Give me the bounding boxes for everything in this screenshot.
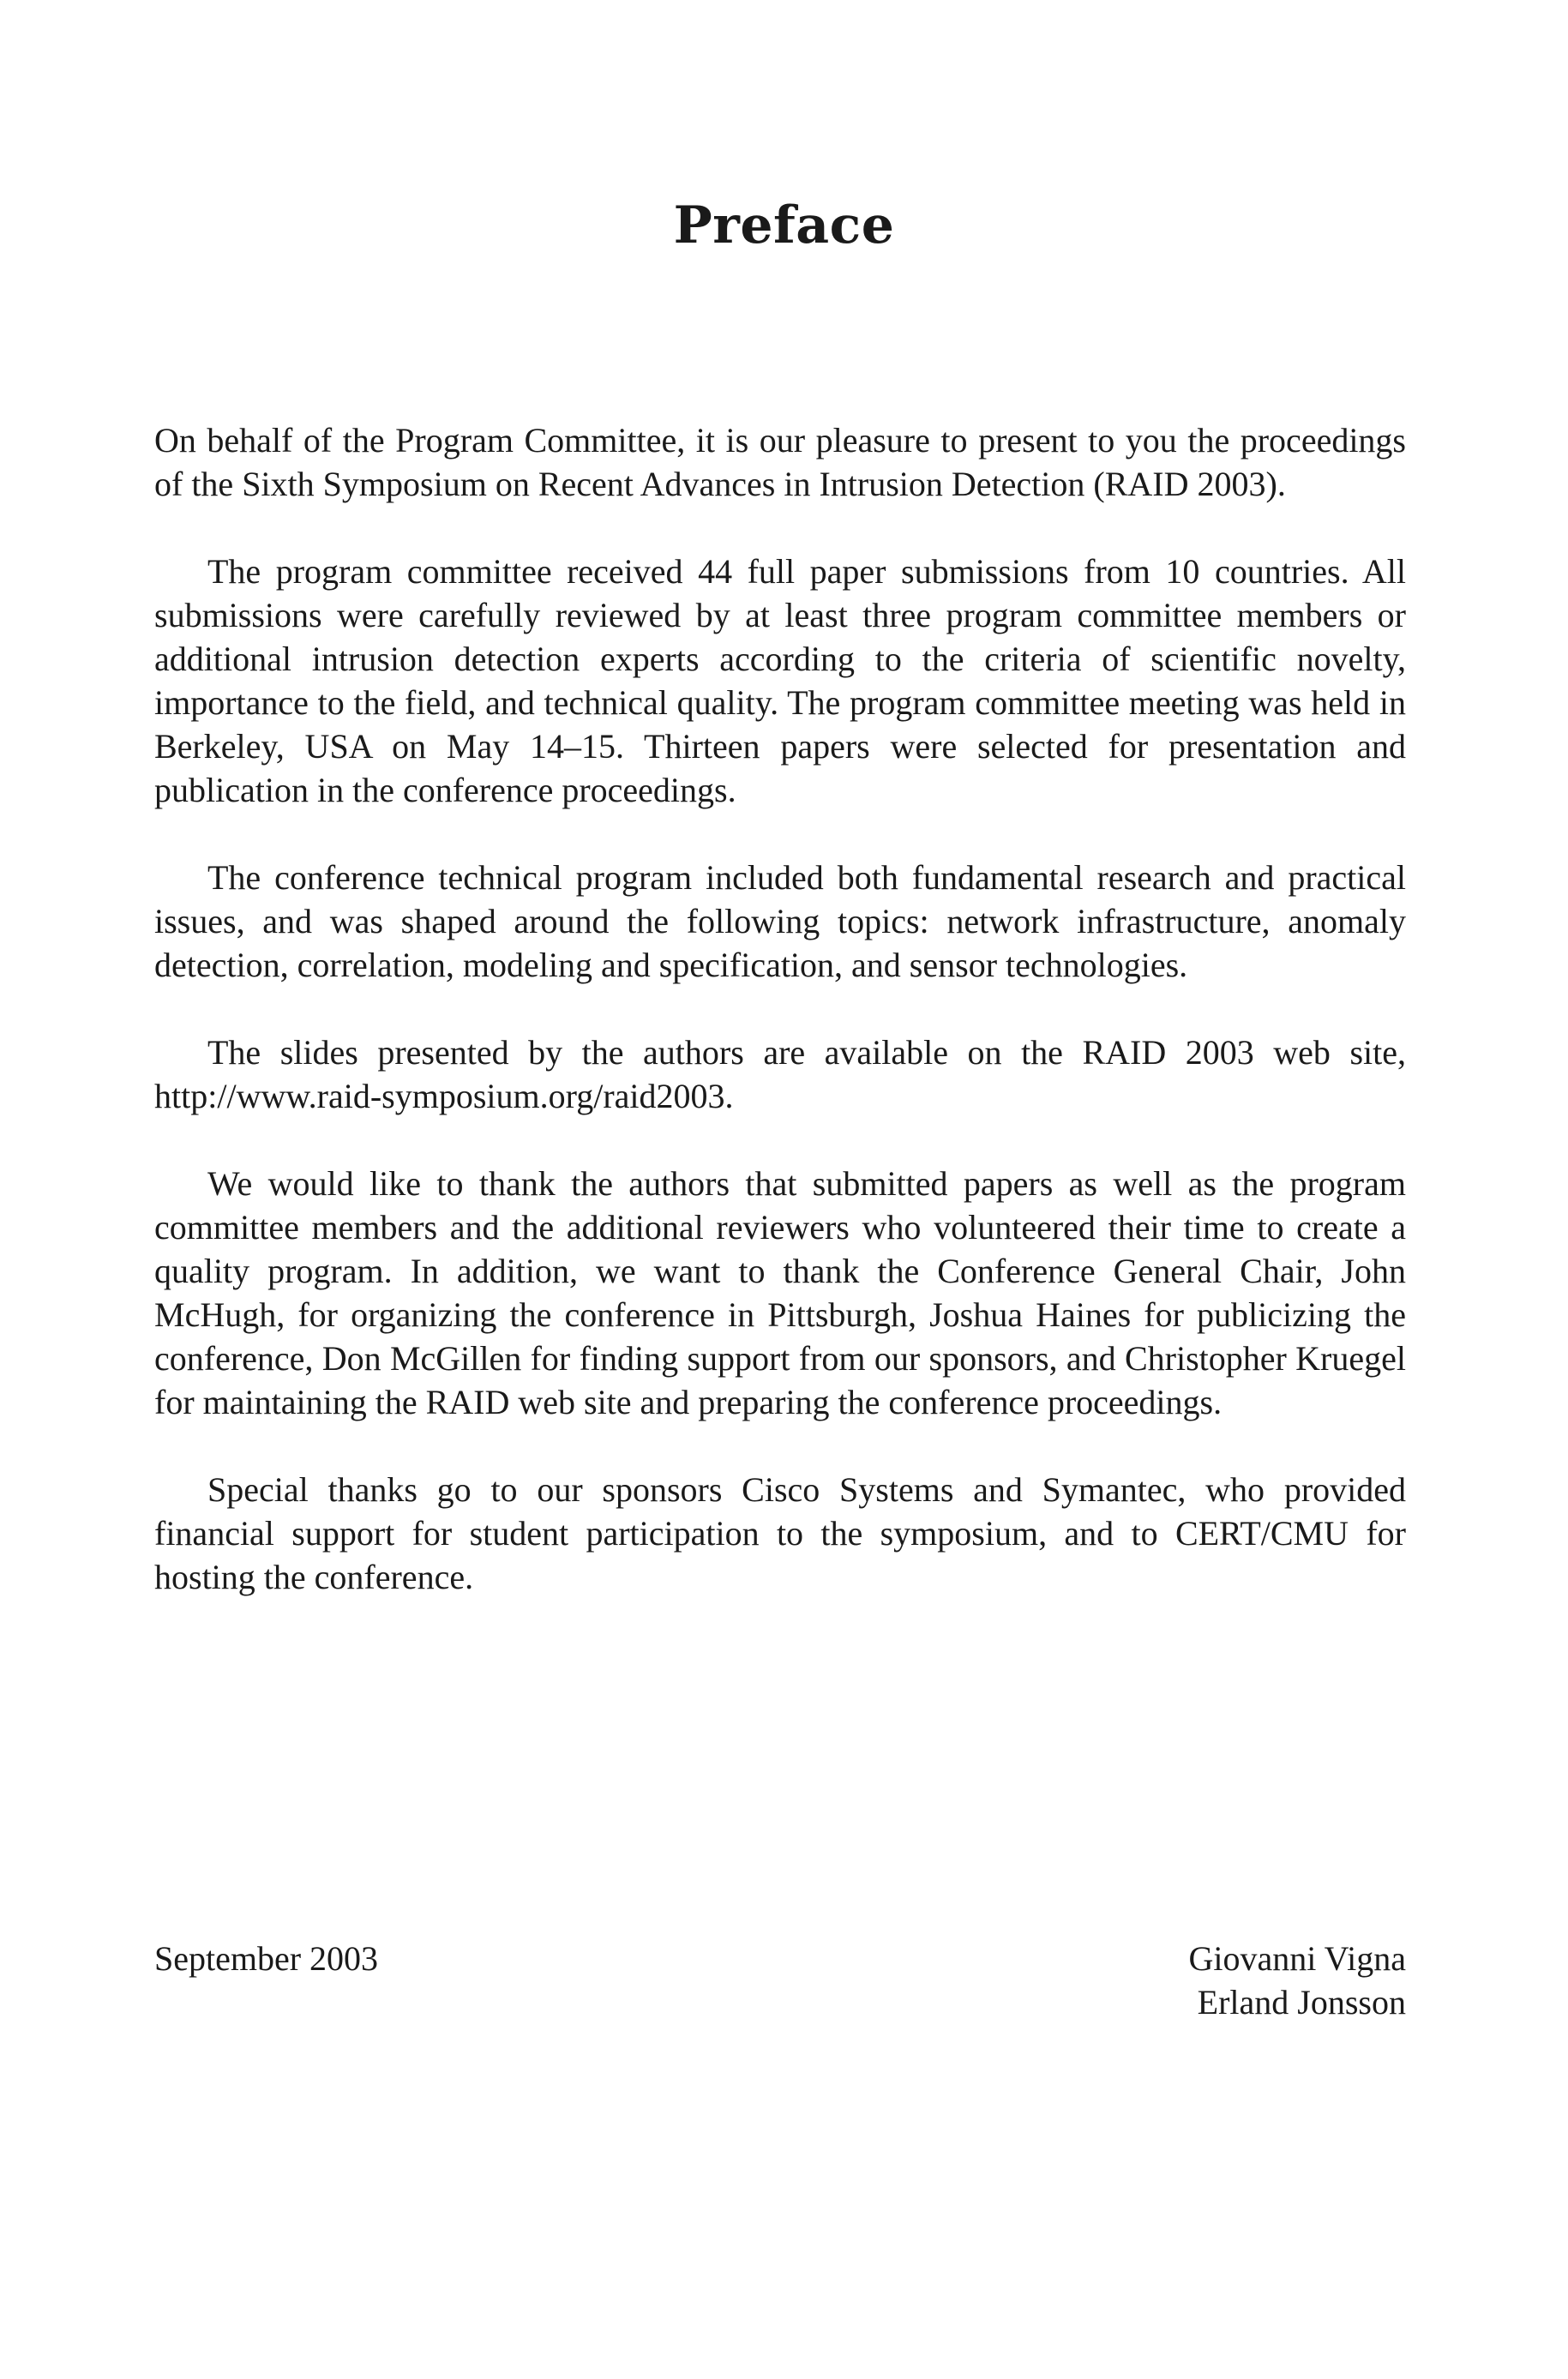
preface-body: [154, 418, 1406, 1643]
paragraph-sponsors: Special thanks go to our sponsors Cisco Systems and Symantec, who provided financial support for student participation to the symposium, and to CERT/CMU for hosting the conference.: [154, 1470, 1406, 1596]
paragraph-submissions: The program committee received 44 full paper submissions from 10 countries. All submissions were carefully reviewed by at least three program committee members or additional intrusion detection experts according to the criteria of scientific novelty, importance to the field, and technical quality. The program committee meeting was held in Berkeley, USA on May 14–15. Thirteen papers were selected for presentation and publication in the conference proceedings.: [154, 552, 1406, 809]
signature-authors: [1189, 1937, 1407, 2024]
signature-date: September 2003: [154, 1939, 379, 1978]
author-name: Erland Jonsson: [1197, 1983, 1406, 2022]
paragraph-intro: On behalf of the Program Committee, it is our pleasure to present to you the proceedings of the Sixth Symposium on Recent Advances in Intrusion Detection (RAID 2003).: [154, 421, 1406, 503]
paragraph-thanks: We would like to thank the authors that submitted papers as well as the program committee members and the additional reviewers who volunteered their time to create a quality program. In addition, we want to thank the Conference General Chair, John McHugh, for organizing the conference in Pittsburgh, Joshua Haines for publicizing the conference, Don McGillen for finding support from our sponsors, and Christopher Kruegel for maintaining the RAID web site and preparing the conference proceedings.: [154, 1164, 1406, 1421]
paragraph-program: The conference technical program included both fundamental research and practical issues, and was shaped around the following topics: network infrastructure, anomaly detection, correlation, modeling and specification, and sensor technologies.: [154, 858, 1406, 984]
author-name: Giovanni Vigna: [1188, 1939, 1406, 1978]
paragraph-slides: The slides presented by the authors are available on the RAID 2003 web site, http://www.raid-symposium.org/raid2003.: [154, 1033, 1406, 1115]
page-title: Preface: [673, 195, 895, 255]
